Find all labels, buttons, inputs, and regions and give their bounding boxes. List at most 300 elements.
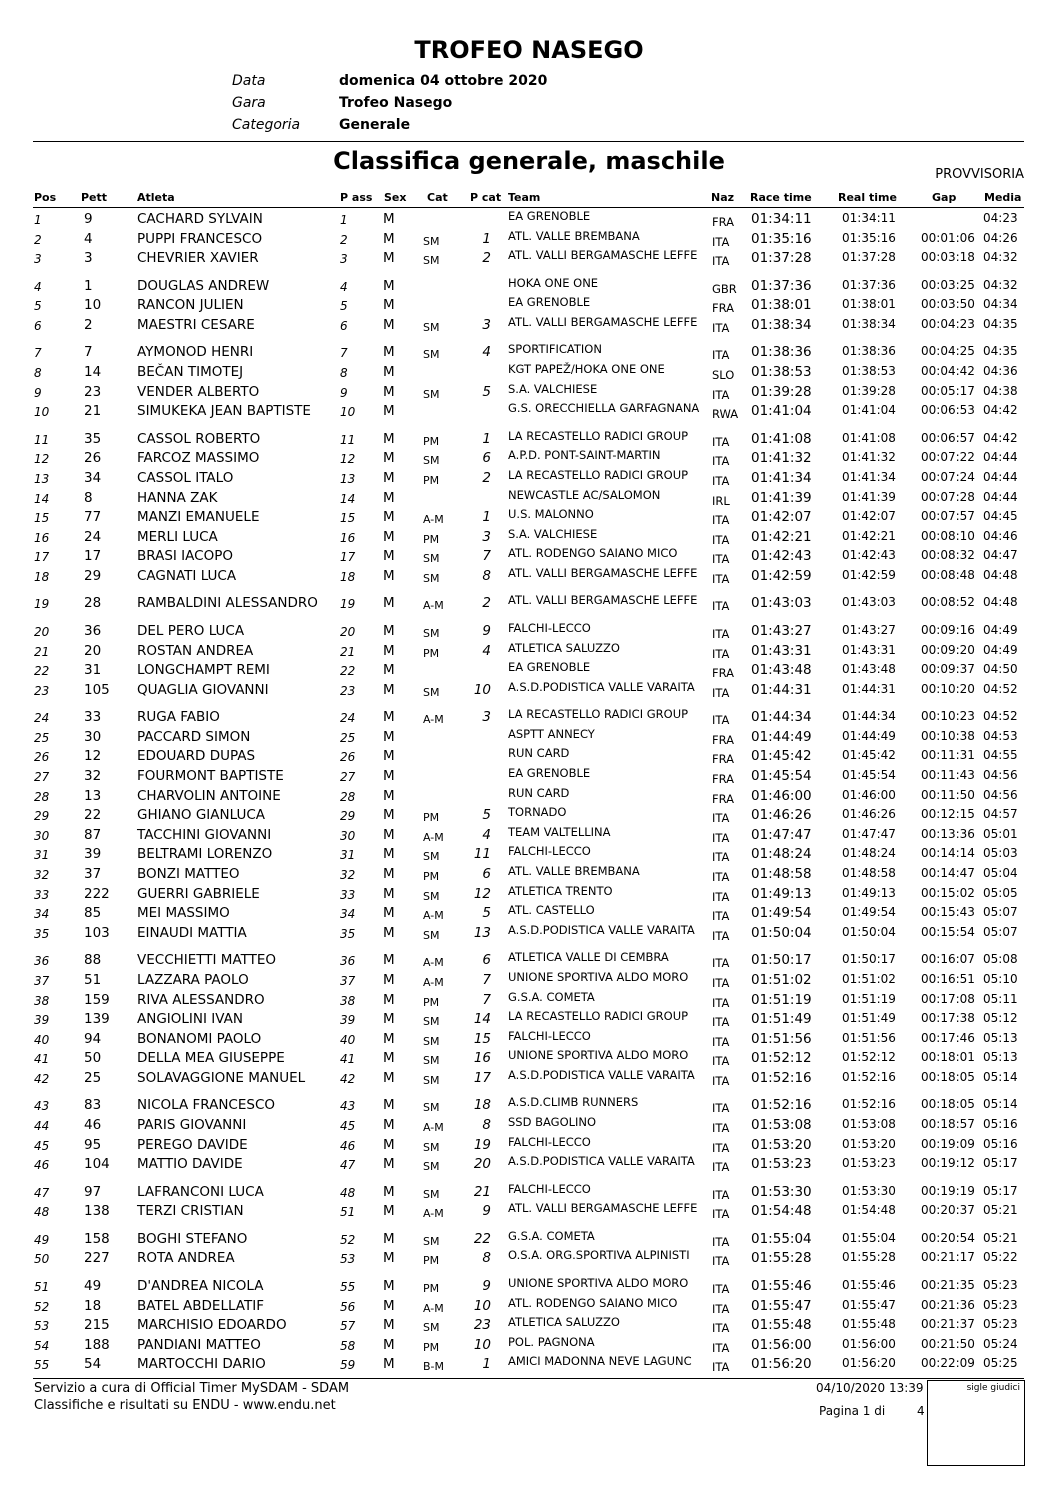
row-category-pos: 4 bbox=[482, 826, 491, 843]
row-category: SM bbox=[423, 850, 440, 864]
row-bib: 12 bbox=[84, 748, 102, 765]
row-race-time: 01:52:12 bbox=[751, 1050, 812, 1067]
row-gap: 00:20:54 bbox=[921, 1230, 975, 1245]
row-nation: ITA bbox=[712, 532, 730, 547]
table-row bbox=[0, 748, 1058, 767]
row-category: SM bbox=[423, 1140, 440, 1154]
row-nation: ITA bbox=[712, 434, 730, 449]
row-athlete: CHEVRIER XAVIER bbox=[137, 250, 259, 267]
row-race-time: 01:42:21 bbox=[751, 528, 812, 545]
table-row bbox=[0, 1356, 1058, 1375]
row-overall-pos: 8 bbox=[340, 366, 348, 380]
row-overall-pos: 21 bbox=[340, 644, 356, 659]
row-overall-pos: 56 bbox=[340, 1299, 356, 1314]
table-row bbox=[0, 314, 1058, 336]
row-sex: M bbox=[383, 662, 395, 679]
row-race-time: 01:53:20 bbox=[751, 1136, 812, 1153]
row-position: 49 bbox=[34, 1232, 50, 1247]
col-naz: Naz bbox=[711, 191, 735, 204]
row-pace: 05:21 bbox=[983, 1203, 1018, 1218]
ranking-status: PROVVISORIA bbox=[935, 167, 1024, 182]
row-race-time: 01:42:43 bbox=[751, 548, 812, 565]
row-category: PM bbox=[423, 1340, 440, 1354]
table-row bbox=[0, 989, 1058, 1011]
row-position: 48 bbox=[34, 1205, 50, 1220]
table-row bbox=[0, 403, 1058, 422]
row-sex: M bbox=[383, 826, 395, 843]
row-athlete: DOUGLAS ANDREW bbox=[137, 277, 270, 294]
row-bib: 88 bbox=[84, 952, 102, 969]
row-team: UNIONE SPORTIVA ALDO MORO bbox=[508, 1275, 689, 1290]
row-sex: M bbox=[383, 866, 395, 882]
row-pace: 04:56 bbox=[983, 768, 1018, 782]
row-pace: 04:23 bbox=[983, 211, 1018, 225]
footer-page-label: Pagina 1 di bbox=[819, 1404, 886, 1418]
row-position: 38 bbox=[34, 993, 50, 1008]
row-sex: M bbox=[383, 709, 395, 726]
row-category: SM bbox=[423, 1187, 440, 1201]
row-category-pos: 3 bbox=[482, 528, 491, 545]
row-gap: 00:18:05 bbox=[921, 1097, 975, 1112]
row-pace: 04:50 bbox=[983, 662, 1018, 677]
row-race-time: 01:50:04 bbox=[751, 924, 812, 941]
row-pace: 04:56 bbox=[983, 787, 1018, 802]
table-row bbox=[0, 565, 1058, 587]
row-pace: 05:25 bbox=[983, 1356, 1018, 1371]
row-real-time: 01:55:48 bbox=[842, 1317, 896, 1332]
row-overall-pos: 20 bbox=[340, 624, 356, 639]
row-race-time: 01:43:31 bbox=[751, 642, 812, 659]
row-gap: 00:21:50 bbox=[921, 1336, 975, 1351]
row-athlete: MANZI EMANUELE bbox=[137, 509, 260, 526]
row-race-time: 01:55:28 bbox=[751, 1250, 812, 1267]
row-athlete: PEREGO DAVIDE bbox=[137, 1136, 248, 1153]
row-position: 35 bbox=[34, 926, 50, 941]
row-athlete: GHIANO GIANLUCA bbox=[137, 807, 266, 824]
row-pace: 04:34 bbox=[983, 297, 1018, 312]
row-position: 13 bbox=[34, 471, 50, 486]
row-position: 37 bbox=[34, 973, 50, 988]
row-gap: 00:06:57 bbox=[921, 430, 975, 445]
row-category: SM bbox=[423, 234, 440, 248]
row-race-time: 01:45:54 bbox=[751, 768, 812, 784]
row-sex: M bbox=[383, 1317, 395, 1334]
row-position: 3 bbox=[34, 252, 42, 267]
row-team: LA RECASTELLO RADICI GROUP bbox=[508, 467, 689, 482]
row-bib: 32 bbox=[84, 768, 102, 784]
row-overall-pos: 25 bbox=[340, 730, 356, 745]
row-athlete: QUAGLIA GIOVANNI bbox=[137, 681, 269, 698]
row-category: SM bbox=[423, 571, 440, 585]
table-row bbox=[0, 640, 1058, 662]
row-team: A.P.D. PONT-SAINT-MARTIN bbox=[508, 448, 661, 463]
row-real-time: 01:53:08 bbox=[842, 1117, 896, 1131]
row-category: A-M bbox=[423, 975, 444, 989]
row-nation: ITA bbox=[712, 956, 730, 971]
row-category-pos: 6 bbox=[482, 866, 491, 882]
row-real-time: 01:55:28 bbox=[842, 1250, 896, 1265]
row-nation: ITA bbox=[712, 454, 730, 469]
row-pace: 05:11 bbox=[983, 991, 1018, 1006]
row-sex: M bbox=[383, 364, 395, 380]
row-athlete: BATEL ABDELLATIF bbox=[137, 1297, 264, 1314]
row-gap: 00:10:20 bbox=[921, 681, 975, 696]
row-sex: M bbox=[383, 1117, 395, 1133]
row-athlete: BOGHI STEFANO bbox=[137, 1230, 248, 1247]
row-team: EA GRENOBLE bbox=[508, 660, 591, 675]
row-bib: 138 bbox=[84, 1203, 110, 1220]
row-overall-pos: 1 bbox=[340, 213, 348, 227]
row-position: 5 bbox=[34, 299, 42, 314]
row-overall-pos: 42 bbox=[340, 1071, 356, 1086]
row-gap: 00:01:06 bbox=[921, 230, 975, 245]
row-gap: 00:07:57 bbox=[921, 509, 975, 524]
row-pace: 04:32 bbox=[983, 277, 1018, 292]
row-position: 36 bbox=[34, 954, 50, 969]
row-athlete: FOURMONT BAPTISTE bbox=[137, 768, 284, 784]
row-athlete: MEI MASSIMO bbox=[137, 905, 230, 922]
row-team: ATL. VALLI BERGAMASCHE LEFFE bbox=[508, 314, 698, 329]
row-sex: M bbox=[383, 748, 395, 765]
row-overall-pos: 43 bbox=[340, 1099, 356, 1114]
row-gap: 00:03:18 bbox=[921, 250, 975, 265]
row-race-time: 01:53:23 bbox=[751, 1156, 812, 1173]
row-team: A.S.D.PODISTICA VALLE VARAITA bbox=[508, 1154, 695, 1169]
footer-rule bbox=[33, 1378, 1024, 1379]
gara-label: Gara bbox=[232, 95, 266, 111]
row-bib: 25 bbox=[84, 1069, 102, 1086]
row-position: 19 bbox=[34, 597, 50, 612]
row-pace: 04:38 bbox=[983, 383, 1018, 398]
row-gap: 00:17:38 bbox=[921, 1011, 975, 1026]
row-athlete: MERLI LUCA bbox=[137, 528, 218, 545]
col-cat: Cat bbox=[427, 191, 448, 204]
row-position: 16 bbox=[34, 530, 50, 545]
table-row bbox=[0, 1050, 1058, 1069]
row-category: PM bbox=[423, 646, 440, 660]
row-real-time: 01:52:12 bbox=[842, 1050, 896, 1065]
row-athlete: PACCARD SIMON bbox=[137, 728, 251, 745]
table-row bbox=[0, 344, 1058, 363]
row-race-time: 01:49:13 bbox=[751, 885, 812, 902]
row-position: 11 bbox=[34, 432, 50, 447]
columns-rule bbox=[33, 207, 1024, 208]
row-category-pos: 3 bbox=[482, 709, 491, 726]
row-bib: 39 bbox=[84, 846, 102, 863]
row-bib: 29 bbox=[84, 567, 102, 584]
row-position: 26 bbox=[34, 750, 50, 765]
table-row bbox=[0, 662, 1058, 681]
row-athlete: FARCOZ MASSIMO bbox=[137, 450, 260, 467]
row-bib: 17 bbox=[84, 548, 102, 565]
sign-label: sigle giudici bbox=[966, 1383, 1020, 1393]
row-bib: 83 bbox=[84, 1097, 102, 1114]
row-category-pos: 1 bbox=[482, 509, 491, 526]
row-overall-pos: 23 bbox=[340, 683, 356, 698]
row-category: PM bbox=[423, 473, 440, 487]
row-team: ATL. RODENGO SAIANO MICO bbox=[508, 1295, 678, 1310]
row-team: LA RECASTELLO RADICI GROUP bbox=[508, 707, 689, 722]
row-gap: 00:21:36 bbox=[921, 1297, 975, 1312]
row-nation: ITA bbox=[712, 1281, 730, 1296]
row-team: ATLETICA SALUZZO bbox=[508, 640, 620, 655]
table-row bbox=[0, 1134, 1058, 1156]
table-row bbox=[0, 1156, 1058, 1175]
row-category: A-M bbox=[423, 513, 444, 527]
row-team: ATL. RODENGO SAIANO MICO bbox=[508, 546, 678, 561]
row-position: 12 bbox=[34, 452, 50, 467]
row-sex: M bbox=[383, 991, 395, 1008]
row-overall-pos: 38 bbox=[340, 993, 356, 1008]
row-race-time: 01:35:16 bbox=[751, 230, 812, 247]
row-sex: M bbox=[383, 768, 395, 784]
table-row bbox=[0, 211, 1058, 230]
row-pace: 05:16 bbox=[983, 1136, 1018, 1151]
row-gap: 00:07:24 bbox=[921, 469, 975, 484]
table-row bbox=[0, 785, 1058, 807]
row-athlete: CHARVOLIN ANTOINE bbox=[137, 787, 281, 804]
row-pace: 04:46 bbox=[983, 528, 1018, 543]
row-category: PM bbox=[423, 434, 440, 448]
table-row bbox=[0, 364, 1058, 383]
row-category-pos: 3 bbox=[482, 316, 491, 333]
row-team: G.S.A. COMETA bbox=[508, 989, 595, 1004]
row-nation: FRA bbox=[712, 301, 735, 316]
row-athlete: SOLAVAGGIONE MANUEL bbox=[137, 1069, 306, 1086]
row-overall-pos: 46 bbox=[340, 1138, 356, 1153]
row-overall-pos: 3 bbox=[340, 252, 348, 267]
row-bib: 105 bbox=[84, 681, 110, 698]
row-overall-pos: 59 bbox=[340, 1358, 356, 1373]
row-race-time: 01:46:26 bbox=[751, 807, 812, 824]
row-sex: M bbox=[383, 1356, 395, 1373]
row-position: 39 bbox=[34, 1013, 50, 1028]
row-pace: 05:22 bbox=[983, 1250, 1018, 1265]
row-sex: M bbox=[383, 595, 395, 612]
row-category-pos: 7 bbox=[482, 971, 491, 988]
row-overall-pos: 51 bbox=[340, 1205, 356, 1220]
row-position: 31 bbox=[34, 848, 50, 863]
row-gap: 00:18:01 bbox=[921, 1050, 975, 1065]
row-overall-pos: 52 bbox=[340, 1232, 356, 1247]
table-row bbox=[0, 620, 1058, 642]
table-row bbox=[0, 768, 1058, 787]
header-rule bbox=[33, 141, 1024, 142]
row-gap: 00:17:08 bbox=[921, 991, 975, 1006]
row-nation: ITA bbox=[712, 1340, 730, 1355]
row-gap: 00:03:50 bbox=[921, 297, 975, 312]
row-race-time: 01:41:04 bbox=[751, 403, 812, 420]
row-category-pos: 11 bbox=[473, 846, 491, 863]
row-real-time: 01:37:36 bbox=[842, 277, 896, 292]
row-team: U.S. MALONNO bbox=[508, 507, 594, 522]
row-gap: 00:11:31 bbox=[921, 748, 975, 763]
row-category-pos: 9 bbox=[482, 1203, 491, 1220]
row-overall-pos: 26 bbox=[340, 750, 356, 765]
row-overall-pos: 11 bbox=[340, 432, 356, 447]
row-bib: 215 bbox=[84, 1317, 110, 1334]
row-real-time: 01:42:43 bbox=[842, 548, 896, 563]
row-category: SM bbox=[423, 1101, 440, 1115]
row-real-time: 01:46:00 bbox=[842, 787, 896, 802]
row-pace: 04:49 bbox=[983, 642, 1018, 657]
row-nation: ITA bbox=[712, 571, 730, 586]
row-nation: ITA bbox=[712, 811, 730, 826]
row-team: FALCHI-LECCO bbox=[508, 1134, 591, 1149]
row-category-pos: 6 bbox=[482, 450, 491, 467]
row-athlete: BONANOMI PAOLO bbox=[137, 1030, 262, 1047]
row-nation: ITA bbox=[712, 975, 730, 990]
row-position: 45 bbox=[34, 1138, 50, 1153]
categoria-value: Generale bbox=[339, 117, 411, 133]
row-category-pos: 8 bbox=[482, 567, 491, 584]
row-nation: ITA bbox=[712, 995, 730, 1010]
table-row bbox=[0, 1250, 1058, 1269]
row-athlete: DELLA MEA GIUSEPPE bbox=[137, 1050, 285, 1067]
row-category: SM bbox=[423, 387, 440, 401]
row-team: ASPTT ANNECY bbox=[508, 726, 595, 741]
row-athlete: MATTIO DAVIDE bbox=[137, 1156, 243, 1173]
row-team: ATL. VALLE BREMBANA bbox=[508, 864, 640, 878]
row-race-time: 01:54:48 bbox=[751, 1203, 812, 1220]
row-position: 28 bbox=[34, 789, 50, 804]
row-bib: 51 bbox=[84, 971, 102, 988]
row-sex: M bbox=[383, 403, 395, 420]
row-bib: 104 bbox=[84, 1156, 110, 1173]
row-athlete: PUPPI FRANCESCO bbox=[137, 230, 263, 247]
row-position: 24 bbox=[34, 711, 50, 726]
row-pace: 04:42 bbox=[983, 430, 1018, 445]
row-team: O.S.A. ORG.SPORTIVA ALPINISTI bbox=[508, 1248, 690, 1263]
row-sex: M bbox=[383, 846, 395, 863]
row-nation: ITA bbox=[712, 513, 730, 528]
row-pace: 04:32 bbox=[983, 250, 1018, 265]
row-pace: 05:17 bbox=[983, 1183, 1018, 1198]
row-team: FALCHI-LECCO bbox=[508, 1181, 591, 1196]
row-race-time: 01:53:08 bbox=[751, 1117, 812, 1133]
row-race-time: 01:38:36 bbox=[751, 344, 812, 361]
row-nation: ITA bbox=[712, 1101, 730, 1116]
row-athlete: LAZZARA PAOLO bbox=[137, 971, 249, 988]
row-team: ATL. CASTELLO bbox=[508, 903, 595, 918]
row-pace: 05:12 bbox=[983, 1011, 1018, 1026]
row-team: TORNADO bbox=[508, 805, 567, 820]
row-overall-pos: 58 bbox=[340, 1338, 356, 1353]
row-team: HOKA ONE ONE bbox=[508, 275, 599, 290]
row-category: PM bbox=[423, 532, 440, 546]
row-sex: M bbox=[383, 469, 395, 486]
row-gap: 00:16:07 bbox=[921, 952, 975, 967]
row-nation: ITA bbox=[712, 870, 730, 884]
row-real-time: 01:44:34 bbox=[842, 709, 896, 724]
row-bib: 18 bbox=[84, 1297, 102, 1314]
categoria-label: Categoria bbox=[232, 117, 301, 133]
row-athlete: VENDER ALBERTO bbox=[137, 383, 260, 400]
row-sex: M bbox=[383, 642, 395, 659]
table-row bbox=[0, 1011, 1058, 1030]
row-race-time: 01:55:46 bbox=[751, 1277, 812, 1294]
row-overall-pos: 39 bbox=[340, 1013, 356, 1028]
row-gap: 00:08:32 bbox=[921, 548, 975, 563]
col-team: Team bbox=[508, 191, 541, 204]
row-overall-pos: 17 bbox=[340, 550, 356, 565]
row-category-pos: 8 bbox=[482, 1117, 491, 1133]
row-bib: 35 bbox=[84, 430, 102, 447]
row-nation: ITA bbox=[712, 685, 730, 700]
table-row bbox=[0, 679, 1058, 701]
row-real-time: 01:52:16 bbox=[842, 1097, 896, 1112]
row-pace: 05:01 bbox=[983, 826, 1018, 841]
row-bib: 1 bbox=[84, 277, 93, 294]
row-real-time: 01:55:47 bbox=[842, 1297, 896, 1312]
row-overall-pos: 36 bbox=[340, 954, 356, 969]
row-overall-pos: 22 bbox=[340, 664, 356, 679]
row-bib: 23 bbox=[84, 383, 102, 400]
row-nation: ITA bbox=[712, 552, 730, 567]
row-race-time: 01:44:31 bbox=[751, 681, 812, 698]
row-pace: 04:36 bbox=[983, 364, 1018, 378]
row-overall-pos: 16 bbox=[340, 530, 356, 545]
row-gap: 00:17:46 bbox=[921, 1030, 975, 1045]
row-pace: 05:24 bbox=[983, 1336, 1018, 1351]
row-real-time: 01:41:32 bbox=[842, 450, 896, 465]
row-overall-pos: 7 bbox=[340, 346, 348, 361]
col-pett: Pett bbox=[81, 191, 108, 204]
row-athlete: MAESTRI CESARE bbox=[137, 316, 255, 333]
row-position: 44 bbox=[34, 1119, 50, 1133]
row-team: FALCHI-LECCO bbox=[508, 1028, 591, 1043]
row-pace: 05:10 bbox=[983, 971, 1018, 986]
row-gap: 00:15:43 bbox=[921, 905, 975, 920]
row-position: 33 bbox=[34, 887, 50, 902]
row-team: LA RECASTELLO RADICI GROUP bbox=[508, 1009, 689, 1024]
data-value: domenica 04 ottobre 2020 bbox=[339, 73, 548, 89]
row-sex: M bbox=[383, 250, 395, 267]
row-team: A.S.D.CLIMB RUNNERS bbox=[508, 1095, 639, 1110]
row-category: PM bbox=[423, 870, 440, 883]
row-pace: 05:05 bbox=[983, 885, 1018, 900]
row-team: FALCHI-LECCO bbox=[508, 844, 591, 859]
row-category: PM bbox=[423, 1281, 440, 1295]
row-pace: 05:23 bbox=[983, 1297, 1018, 1312]
row-sex: M bbox=[383, 952, 395, 969]
row-category: PM bbox=[423, 1254, 440, 1268]
table-row bbox=[0, 1203, 1058, 1222]
table-row bbox=[0, 275, 1058, 297]
row-nation: ITA bbox=[712, 348, 730, 363]
row-gap: 00:22:09 bbox=[921, 1356, 975, 1371]
row-bib: 28 bbox=[84, 595, 102, 612]
row-category-pos: 5 bbox=[482, 905, 491, 922]
row-athlete: ROSTAN ANDREA bbox=[137, 642, 254, 659]
row-pace: 04:45 bbox=[983, 509, 1018, 524]
col-atleta: Atleta bbox=[137, 191, 175, 204]
row-bib: 54 bbox=[84, 1356, 102, 1373]
row-category: SM bbox=[423, 1160, 440, 1174]
row-athlete: LAFRANCONI LUCA bbox=[137, 1183, 264, 1200]
row-race-time: 01:49:54 bbox=[751, 905, 812, 922]
row-real-time: 01:49:13 bbox=[842, 885, 896, 900]
row-athlete: HANNA ZAK bbox=[137, 489, 218, 506]
row-position: 10 bbox=[34, 405, 50, 420]
row-athlete: DEL PERO LUCA bbox=[137, 622, 245, 639]
row-pace: 05:21 bbox=[983, 1230, 1018, 1245]
table-row bbox=[0, 824, 1058, 846]
row-race-time: 01:41:32 bbox=[751, 450, 812, 467]
row-sex: M bbox=[383, 728, 395, 745]
row-position: 22 bbox=[34, 664, 50, 679]
row-real-time: 01:51:49 bbox=[842, 1011, 896, 1026]
